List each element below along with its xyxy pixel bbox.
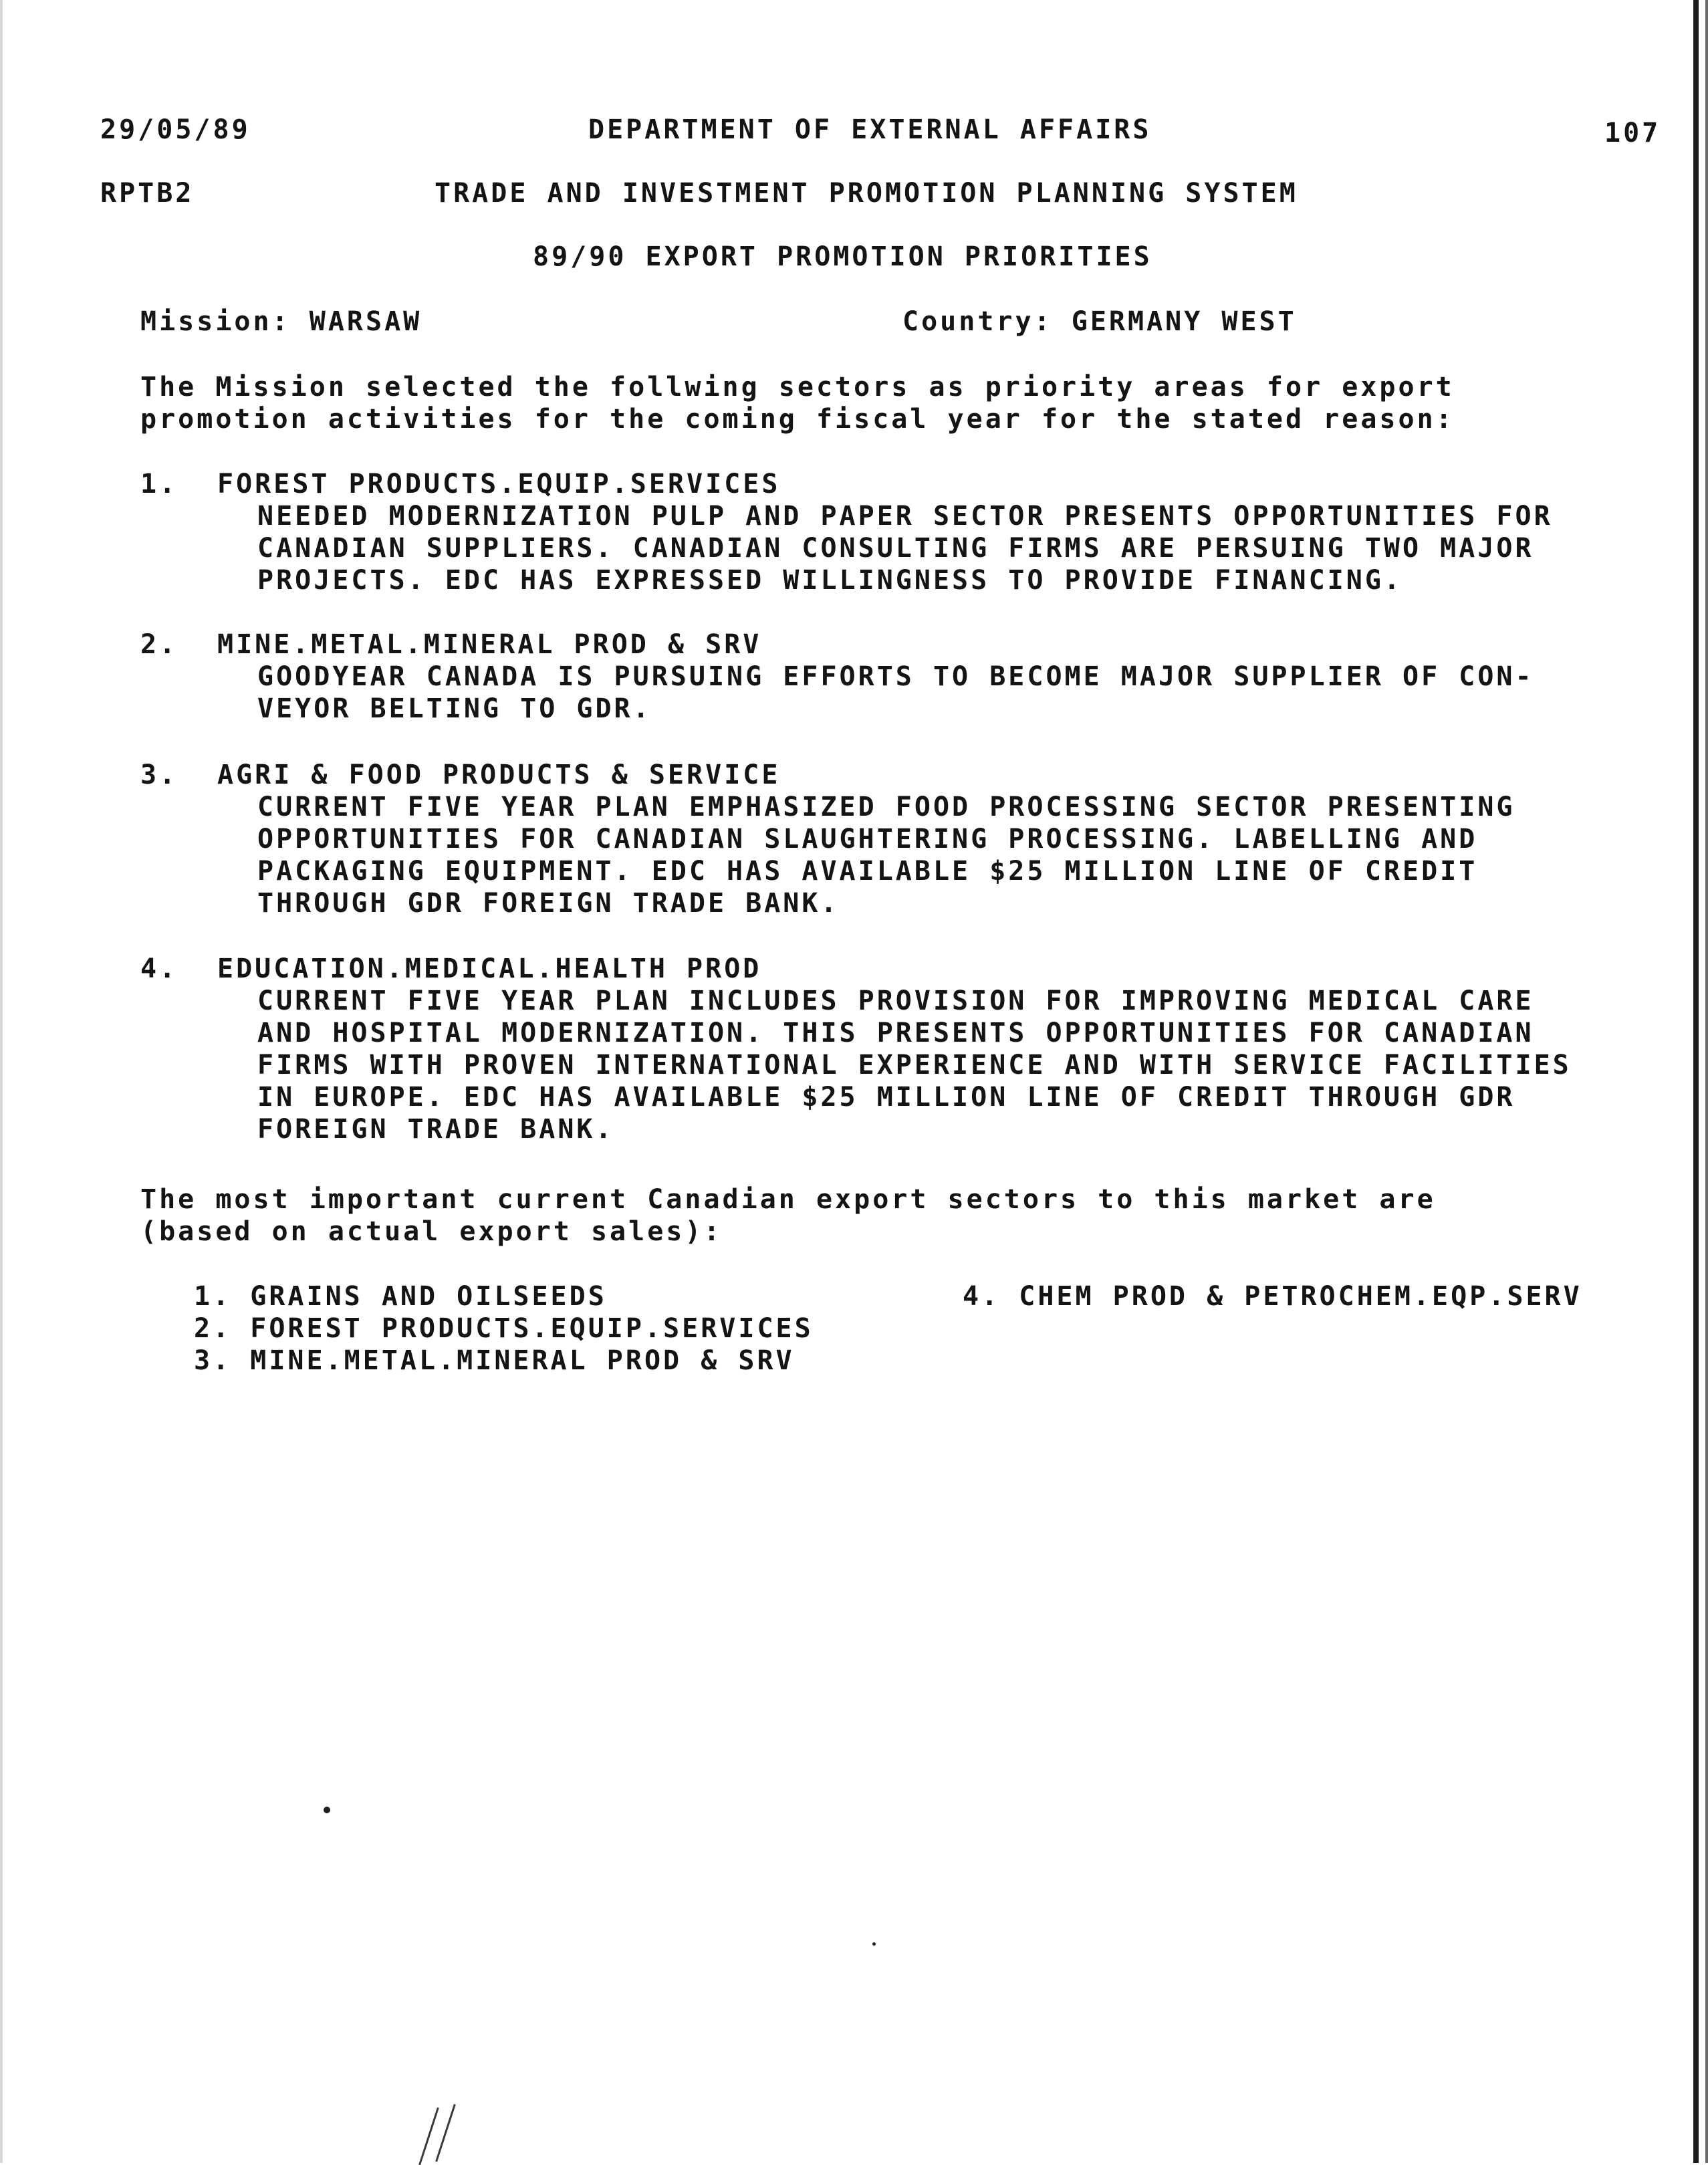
priority-number: 3. [140, 760, 178, 790]
current-sector-item: 2. FOREST PRODUCTS.EQUIP.SERVICES [194, 1313, 814, 1344]
priority-sector: EDUCATION.MEDICAL.HEALTH PROD [217, 953, 762, 984]
current-sectors-intro: (based on actual export sales): [140, 1216, 723, 1247]
priority-reason-line: CURRENT FIVE YEAR PLAN INCLUDES PROVISION FOR IMPROVING MEDICAL CARE [257, 986, 1534, 1016]
priority-number: 4. [140, 953, 178, 984]
priority-sector: FOREST PRODUCTS.EQUIP.SERVICES [217, 469, 781, 499]
report-date: 29/05/89 [100, 114, 251, 145]
priority-reason-line: OPPORTUNITIES FOR CANADIAN SLAUGHTERING PROCESSING. LABELLING AND [257, 824, 1478, 854]
intro-line: promotion activities for the coming fiscal year for the stated reason: [140, 404, 1455, 435]
priority-reason-line: IN EUROPE. EDC HAS AVAILABLE $25 MILLION LINE OF CREDIT THROUGH GDR [257, 1082, 1515, 1113]
priority-sector: MINE.METAL.MINERAL PROD & SRV [217, 629, 762, 660]
scan-scratch [435, 2104, 456, 2162]
report-title: 89/90 EXPORT PROMOTION PRIORITIES [533, 241, 1152, 272]
scan-speck [872, 1942, 876, 1946]
priority-reason-line: VEYOR BELTING TO GDR. [257, 693, 652, 724]
department-heading: DEPARTMENT OF EXTERNAL AFFAIRS [588, 114, 1152, 145]
priority-sector: AGRI & FOOD PRODUCTS & SERVICE [217, 760, 781, 790]
country-label: Country: GERMANY WEST [902, 306, 1297, 337]
priority-reason-line: NEEDED MODERNIZATION PULP AND PAPER SECTOR PRESENTS OPPORTUNITIES FOR [257, 501, 1553, 532]
scan-edge-left [0, 0, 3, 2163]
priority-reason-line: CANADIAN SUPPLIERS. CANADIAN CONSULTING FIRMS ARE PERSUING TWO MAJOR [257, 533, 1534, 564]
current-sector-item: 4. CHEM PROD & PETROCHEM.EQP.SERV [963, 1281, 1582, 1312]
priority-reason-line: CURRENT FIVE YEAR PLAN EMPHASIZED FOOD PROCESSING SECTOR PRESENTING [257, 792, 1515, 822]
priority-reason-line: GOODYEAR CANADA IS PURSUING EFFORTS TO BECOME MAJOR SUPPLIER OF CON- [257, 661, 1534, 692]
priority-reason-line: THROUGH GDR FOREIGN TRADE BANK. [257, 888, 840, 919]
priority-reason-line: FIRMS WITH PROVEN INTERNATIONAL EXPERIENCE AND WITH SERVICE FACILITIES [257, 1050, 1572, 1080]
scan-edge-right [1693, 0, 1699, 2163]
priority-reason-line: PACKAGING EQUIPMENT. EDC HAS AVAILABLE $25 MILLION LINE OF CREDIT [257, 856, 1478, 887]
mission-label: Mission: WARSAW [140, 306, 422, 337]
priority-reason-line: AND HOSPITAL MODERNIZATION. THIS PRESENTS OPPORTUNITIES FOR CANADIAN [257, 1018, 1534, 1048]
scan-edge-right-outer [1705, 0, 1708, 2163]
priority-number: 2. [140, 629, 178, 660]
intro-line: The Mission selected the follwing sectors as priority areas for export [140, 372, 1455, 403]
current-sector-item: 3. MINE.METAL.MINERAL PROD & SRV [194, 1345, 795, 1376]
current-sectors-intro: The most important current Canadian export sectors to this market are [140, 1184, 1436, 1215]
scan-speck [324, 1807, 330, 1813]
priority-reason-line: PROJECTS. EDC HAS EXPRESSED WILLINGNESS TO PROVIDE FINANCING. [257, 565, 1403, 596]
priority-number: 1. [140, 469, 178, 499]
report-code: RPTB2 [100, 178, 195, 209]
system-name: TRADE AND INVESTMENT PROMOTION PLANNING SYSTEM [435, 178, 1298, 209]
page-number: 107 [1604, 118, 1661, 148]
current-sector-item: 1. GRAINS AND OILSEEDS [194, 1281, 607, 1312]
priority-reason-line: FOREIGN TRADE BANK. [257, 1114, 614, 1145]
